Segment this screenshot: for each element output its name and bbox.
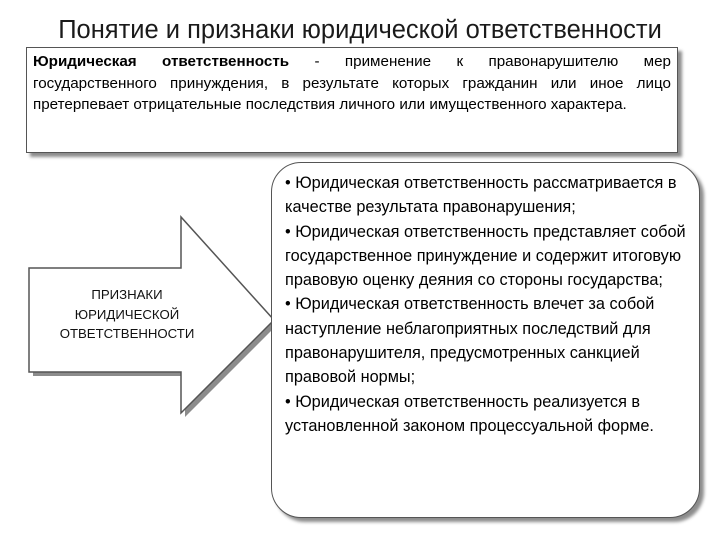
definition-box (26, 47, 678, 153)
feature-item: • Юридическая ответственность влечет за собой наступление неблагоприятных последствий для правонарушителя, предусмотренных санкцией правовой нормы; (285, 295, 655, 387)
feature-item: • Юридическая ответственность реализуется в установленной законом процессуальной форме. (285, 392, 654, 435)
features-arrow (22, 207, 292, 419)
features-box (271, 162, 700, 518)
page-title: Понятие и признаки юридической ответственности (58, 16, 662, 44)
definition-term: Юридическая ответственность (33, 53, 290, 70)
definition-text: - применение к правонарушителю мер государственного принуждения, в результате которых гражданин или иное лицо претерпевает отрицательные последствия личного или имущественного характера. (33, 53, 671, 113)
feature-item: • Юридическая ответственность рассматривается в качестве результата правонарушения; (285, 174, 677, 217)
arrow-label: ПРИЗНАКИ ЮРИДИЧЕСКОЙ ОТВЕТСТВЕННОСТИ (59, 287, 195, 342)
feature-item: • Юридическая ответственность представляет собой государственное принуждение и содержит итоговую правовую оценку деяния со стороны государства; (285, 222, 686, 290)
